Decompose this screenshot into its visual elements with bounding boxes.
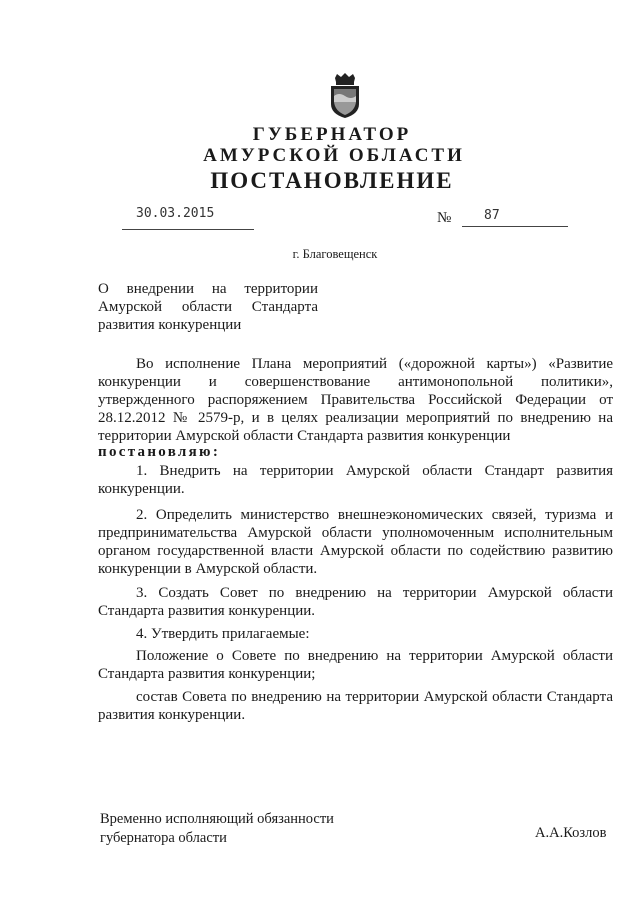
position-line: губернатора области — [100, 830, 227, 846]
item-line: конкуренции в Амурской области. — [98, 561, 318, 577]
item-line: 1. Внедрить на территории Амурской области Стандарт развития — [136, 463, 613, 479]
item-line: предпринимательства Амурской области уполномоченным исполнительным — [98, 525, 613, 541]
resolve-word: постановляю: — [98, 444, 221, 460]
city: г. Благовещенск — [292, 247, 378, 261]
subject-line: развития конкуренции — [98, 317, 242, 333]
item-line: Стандарта развития конкуренции; — [98, 666, 316, 682]
resolution-items — [98, 462, 613, 724]
preamble — [98, 355, 613, 445]
number-underline — [462, 226, 568, 227]
document-date: 30.03.2015 — [136, 206, 215, 221]
item-line: состав Совета по внедрению на территории Амурской области Стандарта — [136, 689, 613, 705]
item-line: органом государственной власти Амурской области по содействию развитию — [98, 543, 613, 559]
preamble-line: 28.12.2012 № 2579-р, и в целях реализации мероприятий по внедрению на — [98, 410, 613, 426]
item-line: конкуренции. — [98, 481, 185, 497]
item-line: Положение о Совете по внедрению на территории Амурской области — [136, 648, 613, 664]
signatory-position — [100, 810, 334, 848]
preamble-line: Во исполнение Плана мероприятий («дорожной карты») «Развитие — [136, 356, 613, 372]
document-number: 87 — [484, 208, 500, 223]
preamble-line: территории Амурской области Стандарта развития конкуренции — [98, 428, 511, 444]
preamble-line: конкуренции и совершенствование антимонопольной политики», — [98, 374, 613, 390]
document-type: ПОСТАНОВЛЕНИЕ — [210, 168, 454, 193]
position-line: Временно исполняющий обязанности — [100, 811, 334, 827]
subject-line: Амурской области Стандарта — [98, 299, 318, 315]
issuer-region: АМУРСКОЙ ОБЛАСТИ — [203, 145, 465, 166]
item-line: 2. Определить министерство внешнеэкономических связей, туризма и — [136, 507, 613, 523]
coat-of-arms-icon — [327, 72, 363, 120]
document-subject — [98, 280, 318, 334]
item-line: Стандарта развития конкуренции. — [98, 603, 316, 619]
subject-line: О внедрении на территории — [98, 281, 318, 297]
item-line: 4. Утвердить прилагаемые: — [136, 626, 310, 642]
item-line: развития конкуренции. — [98, 707, 246, 723]
issuer-title: ГУБЕРНАТОР — [252, 124, 412, 145]
date-underline — [122, 229, 254, 230]
item-line: 3. Создать Совет по внедрению на территории Амурской области — [136, 585, 613, 601]
preamble-line: утвержденного распоряжением Правительства Российской Федерации от — [98, 392, 613, 408]
number-sign: № — [437, 210, 452, 226]
signatory-name: А.А.Козлов — [535, 825, 607, 841]
